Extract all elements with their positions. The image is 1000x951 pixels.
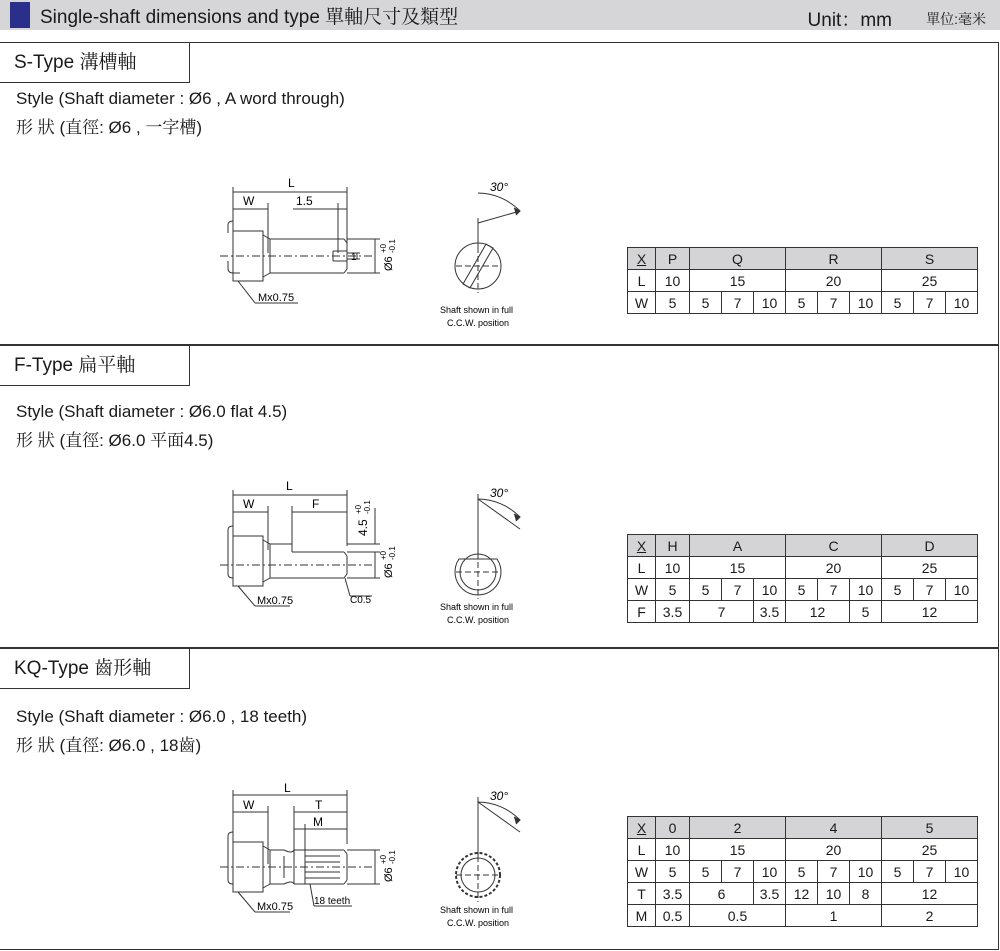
- kq-l-cell: 25: [882, 839, 978, 861]
- s-type-style-cn: 形 狀 (直徑: Ø6 , 一字槽): [16, 118, 203, 137]
- s-type-tag: S-Type 溝槽軸: [0, 43, 190, 83]
- f-w-cell: 5: [786, 579, 818, 601]
- f-tol-low: -0.1: [388, 546, 397, 560]
- s-dia-label: Ø6: [383, 256, 395, 271]
- kq-t-cell: 6: [690, 883, 754, 905]
- f-dia-label: Ø6: [383, 563, 395, 578]
- s-w-cell: 7: [914, 292, 946, 314]
- kq-w-cell: 10: [754, 861, 786, 883]
- f-w-cell: 10: [850, 579, 882, 601]
- kq-type-table: [627, 816, 978, 927]
- kq-w-cell: 5: [656, 861, 690, 883]
- kq-w-cell: 10: [946, 861, 978, 883]
- kq-hdr-0: 0: [656, 817, 690, 839]
- kq-shaft-note-1: Shaft shown in full: [440, 905, 514, 915]
- kq-w-cell: 10: [850, 861, 882, 883]
- s-w-cell: 10: [946, 292, 978, 314]
- f-w-cell: 5: [882, 579, 914, 601]
- f-shaft-note-1: Shaft shown in full: [440, 602, 514, 612]
- f-f-cell: 12: [882, 601, 978, 623]
- s-tol-up: +0: [379, 243, 388, 253]
- s-l-cell: 20: [786, 270, 882, 292]
- kq-tol-up: +0: [379, 854, 388, 864]
- f-hdr-x: X: [628, 535, 656, 557]
- f-f-cell: 12: [786, 601, 850, 623]
- s-dim-l-label: L: [288, 176, 295, 190]
- s-row-w-label: W: [628, 292, 656, 314]
- f-dim-w-label: W: [243, 497, 255, 511]
- s-angle-label: 30°: [490, 180, 509, 194]
- f-hdr-h: H: [656, 535, 690, 557]
- kq-w-cell: 7: [818, 861, 850, 883]
- f-type-style-cn: 形 狀 (直徑: Ø6.0 平面4.5): [16, 431, 214, 450]
- kq-hdr-2: 2: [690, 817, 786, 839]
- f-f-cell: 3.5: [754, 601, 786, 623]
- f-l-cell: 20: [786, 557, 882, 579]
- f-dim-f-label: F: [312, 497, 320, 511]
- f-w-cell: 5: [690, 579, 722, 601]
- kq-w-cell: 5: [690, 861, 722, 883]
- f-type-side-drawing: [210, 478, 410, 628]
- s-shaft-note-1: Shaft shown in full: [440, 305, 514, 315]
- f-w-cell: 5: [656, 579, 690, 601]
- f-w-cell: 7: [818, 579, 850, 601]
- s-row-l-label: L: [628, 270, 656, 292]
- f-flat-tol-low: -0.1: [363, 500, 372, 514]
- kq-row-w-label: W: [628, 861, 656, 883]
- f-row-f-label: F: [628, 601, 656, 623]
- s-type-style-en: Style (Shaft diameter : Ø6 , A word through): [16, 89, 345, 108]
- f-type-end-view: [428, 484, 538, 629]
- s-w-cell: 5: [656, 292, 690, 314]
- s-hdr-r: R: [786, 248, 882, 270]
- s-w-cell: 5: [882, 292, 914, 314]
- s-type-end-view: [428, 178, 538, 328]
- s-w-cell: 10: [754, 292, 786, 314]
- f-type-tag: F-Type 扁平軸: [0, 346, 190, 386]
- f-shaft-note-2: C.C.W. position: [447, 615, 510, 625]
- kq-m-cell: 1: [786, 905, 882, 927]
- f-flat-tol-up: +0: [354, 504, 363, 514]
- kq-t-cell: 10: [818, 883, 850, 905]
- f-l-cell: 15: [690, 557, 786, 579]
- kq-row-t-label: T: [628, 883, 656, 905]
- s-w-cell: 7: [722, 292, 754, 314]
- f-type-table: [627, 534, 978, 623]
- kq-hdr-x: X: [628, 817, 656, 839]
- kq-hdr-4: 4: [786, 817, 882, 839]
- unit-label: Unit：mm: [807, 10, 892, 31]
- f-f-cell: 5: [850, 601, 882, 623]
- s-w-cell: 5: [786, 292, 818, 314]
- s-l-cell: 10: [656, 270, 690, 292]
- f-hdr-d: D: [882, 535, 978, 557]
- f-flat-label: 4.5: [356, 519, 370, 536]
- s-w-cell: 10: [850, 292, 882, 314]
- kq-t-cell: 3.5: [656, 883, 690, 905]
- kq-m-cell: 2: [882, 905, 978, 927]
- kq-l-cell: 15: [690, 839, 786, 861]
- kq-row-m-label: M: [628, 905, 656, 927]
- f-angle-label: 30°: [490, 486, 509, 500]
- kq-w-cell: 5: [786, 861, 818, 883]
- unit-label-cn: 單位:毫米: [926, 11, 986, 27]
- kq-type-panel: [0, 648, 999, 950]
- f-thread-label: Mx0.75: [257, 595, 294, 607]
- s-thread-label: Mx0.75: [258, 292, 295, 304]
- kq-w-cell: 7: [914, 861, 946, 883]
- s-type-panel: [0, 42, 999, 345]
- kq-type-style-en: Style (Shaft diameter : Ø6.0 , 18 teeth): [16, 707, 308, 726]
- f-row-w-label: W: [628, 579, 656, 601]
- kq-type-style-cn: 形 狀 (直徑: Ø6.0 , 18齒): [16, 736, 202, 755]
- s-hdr-s: S: [882, 248, 978, 270]
- f-w-cell: 10: [754, 579, 786, 601]
- s-type-table: [627, 247, 978, 314]
- f-chamfer-label: C0.5: [350, 595, 372, 606]
- f-w-cell: 10: [946, 579, 978, 601]
- kq-w-cell: 7: [722, 861, 754, 883]
- kq-l-cell: 20: [786, 839, 882, 861]
- kq-tol-low: -0.1: [388, 850, 397, 864]
- f-row-l-label: L: [628, 557, 656, 579]
- kq-dim-m-label: M: [313, 815, 323, 829]
- kq-m-cell: 0.5: [656, 905, 690, 927]
- f-l-cell: 10: [656, 557, 690, 579]
- kq-t-cell: 12: [882, 883, 978, 905]
- kq-type-side-drawing: [210, 781, 410, 934]
- kq-m-cell: 0.5: [690, 905, 786, 927]
- f-type-style-en: Style (Shaft diameter : Ø6.0 flat 4.5): [16, 402, 288, 421]
- f-tol-up: +0: [379, 550, 388, 560]
- kq-type-tag: KQ-Type 齒形軸: [0, 649, 190, 689]
- s-type-side-drawing: [210, 173, 410, 323]
- kq-type-end-view: [428, 787, 538, 932]
- s-tol-low: -0.1: [388, 239, 397, 253]
- s-hdr-q: Q: [690, 248, 786, 270]
- kq-dim-t-label: T: [315, 798, 323, 812]
- f-hdr-a: A: [690, 535, 786, 557]
- s-w-cell: 7: [818, 292, 850, 314]
- kq-t-cell: 3.5: [754, 883, 786, 905]
- f-l-cell: 25: [882, 557, 978, 579]
- page-title: Single-shaft dimensions and type 單軸尺寸及類型: [40, 7, 459, 28]
- header-accent-block: [10, 2, 30, 28]
- kq-t-cell: 8: [850, 883, 882, 905]
- s-slot-width-label: 1: [351, 252, 357, 263]
- s-l-cell: 15: [690, 270, 786, 292]
- f-hdr-c: C: [786, 535, 882, 557]
- page-header: [0, 0, 1000, 30]
- s-l-cell: 25: [882, 270, 978, 292]
- f-type-panel: [0, 345, 999, 648]
- s-hdr-x: X: [628, 248, 656, 270]
- kq-w-cell: 5: [882, 861, 914, 883]
- kq-angle-label: 30°: [490, 789, 509, 803]
- s-dim-w-label: W: [243, 194, 255, 208]
- s-hdr-p: P: [656, 248, 690, 270]
- f-f-cell: 7: [690, 601, 754, 623]
- s-shaft-note-2: C.C.W. position: [447, 318, 510, 328]
- s-w-cell: 5: [690, 292, 722, 314]
- kq-row-l-label: L: [628, 839, 656, 861]
- kq-l-cell: 10: [656, 839, 690, 861]
- kq-shaft-note-2: C.C.W. position: [447, 918, 510, 928]
- f-f-cell: 3.5: [656, 601, 690, 623]
- kq-dia-label: Ø6: [383, 867, 395, 882]
- kq-teeth-label: 18 teeth: [314, 896, 351, 907]
- f-w-cell: 7: [914, 579, 946, 601]
- kq-t-cell: 12: [786, 883, 818, 905]
- kq-dim-w-label: W: [243, 798, 255, 812]
- kq-hdr-5: 5: [882, 817, 978, 839]
- kq-dim-l-label: L: [284, 781, 291, 795]
- f-dim-l-label: L: [286, 479, 293, 493]
- f-w-cell: 7: [722, 579, 754, 601]
- kq-thread-label: Mx0.75: [257, 901, 294, 913]
- s-dim-slot-label: 1.5: [296, 194, 313, 208]
